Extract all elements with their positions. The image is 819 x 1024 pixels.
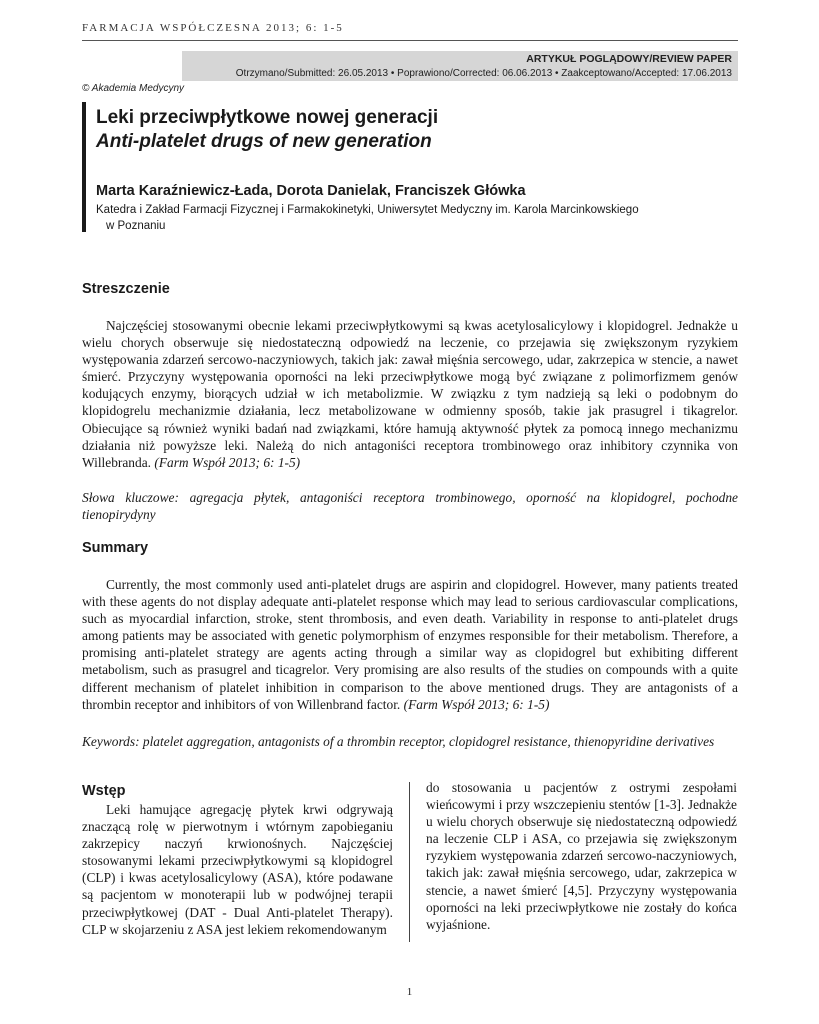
authors: Marta Karaźniewicz-Łada, Dorota Danielak, Franciszek Główka bbox=[96, 183, 526, 199]
intro-column-left bbox=[82, 801, 393, 938]
column-divider bbox=[409, 782, 410, 942]
header-rule bbox=[82, 40, 738, 41]
article-type: ARTYKUŁ POGLĄDOWY/REVIEW PAPER bbox=[526, 53, 732, 65]
publisher: © Akademia Medycyny bbox=[82, 83, 185, 94]
streszczenie-keywords: Słowa kluczowe: agregacja płytek, antagoniści receptora trombinowego, oporność na klopidogrel, pochodne tienopirydyny bbox=[82, 490, 738, 523]
title-block bbox=[82, 102, 742, 232]
summary-keywords: Keywords: platelet aggregation, antagonists of a thrombin receptor, clopidogrel resistance, thienopyridine derivatives bbox=[82, 734, 715, 749]
journal-header: FARMACJA WSPÓŁCZESNA 2013; 6: 1-5 bbox=[82, 22, 344, 34]
affiliation bbox=[96, 202, 742, 234]
title-polish: Leki przeciwpłytkowe nowej generacji bbox=[96, 107, 439, 128]
summary-heading: Summary bbox=[82, 540, 149, 556]
intro-col2-text: do stosowania u pacjentów z ostrymi zespołami wieńcowymi i przy wszczepieniu stentów [1-3]. Jednakże u wielu chorych obserwuje się niedostateczną odpowiedź na leczenie CLP i ASA, co przejawia się zwiększonym ryzykiem występowania zdarzeń sercowo-naczyniowych, takich jak: zawał mięśnia sercowego, udar, zakrzepica w stencie, a nawet śmierć [4,5]. Przyczyny występowania oporności na leki przeciwpłytkowe nie zostały do końca wyjaśnione. bbox=[426, 780, 737, 932]
article-meta-bar bbox=[182, 51, 738, 81]
streszczenie-body: Najczęściej stosowanymi obecnie lekami przeciwpłytkowymi są kwas acetylosalicylowy i klopidogrel. Jednakże u wielu chorych obserwuje się niedostateczną odpowiedź na leczenie, co przejawia się zwiększonym ryzykiem występowania zdarzeń sercowo-naczyniowych, takich jak: zawał mięśnia sercowego, udar, zakrzepica w stencie, a nawet śmierć. Przyczyny występowania oporności na leki przeciwpłytkowe mogą być związane z polimorfizmem genów kodujących enzymy, biorących udział w ich metabolizmie. W związku z tym nadzieją są leki o podobnym do klopidogrelu mechanizmie działania, lecz metabolizowane w odmienny sposób, takie jak prasugrel i tikagrelor. Obiecujące są również wyniki badań nad związkami, które hamują aktywność płytek za pomocą innego mechanizmu działania niż powyższe leki. Należą do nich antagoniści receptora trombinowego oraz inhibitory czynnika von Willebranda. bbox=[82, 318, 738, 470]
page-number: 1 bbox=[406, 986, 413, 998]
title-english: Anti-platelet drugs of new generation bbox=[96, 131, 432, 152]
summary-text bbox=[82, 576, 738, 713]
intro-heading: Wstęp bbox=[82, 783, 126, 799]
intro-col1-body: Leki hamujące agregację płytek krwi odgrywają znaczącą rolę w pierwotnym i wtórnym zapobieganiu zakrzepicy naczyń krwionośnych. Najczęściej stosowanymi lekami przeciwpłytkowymi są klopidogrel (CLP) i kwas acetylosalicylowy (ASA), które podawane są pacjentom w monoterapii lub w podwójnej terapii przeciwpłytkowej (DAT - Dual Anti-platelet Therapy). CLP w skojarzeniu z ASA jest lekiem rekomendowanym bbox=[82, 802, 393, 937]
affiliation-line2: w Poznaniu bbox=[106, 220, 166, 232]
streszczenie-heading: Streszczenie bbox=[82, 281, 170, 297]
intro-col1-text bbox=[82, 801, 393, 938]
affiliation-line1: Katedra i Zakład Farmacji Fizycznej i Farmakokinetyki, Uniwersytet Medyczny im. Karola Marcinkowskiego bbox=[96, 204, 639, 216]
streszczenie-citation: (Farm Współ 2013; 6: 1-5) bbox=[154, 454, 301, 470]
summary-citation: (Farm Współ 2013; 6: 1-5) bbox=[403, 696, 550, 712]
article-dates: Otrzymano/Submitted: 26.05.2013 • Poprawiono/Corrected: 06.06.2013 • Zaakceptowano/Accepted: 17.06.2013 bbox=[235, 68, 732, 79]
intro-column-right bbox=[426, 779, 737, 933]
streszczenie-text bbox=[82, 317, 738, 471]
summary-body: Currently, the most commonly used anti-platelet drugs are aspirin and clopidogrel. However, many patients treated with these agents do not display adequate anti-platelet response which may lead to serious cardiovascular complications, such as myocardial infarction, stroke, stent thrombosis, and even death. Variability in response to anti-platelet drugs among patients may be associated with genetic polymorphism of enzymes responsible for their metabolism. Therefore, a promising anti-platelet strategy are agents acting through a similar way as clopidogrel but exhibiting different metabolism, such as prasugrel and ticagrelor. Very promising are also results of the studies on compounds with a quite different mechanism of platelet inhibition in comparison to the above mentioned drugs. They are antagonists of a thrombin receptor and inhibitors of von Willenbrand factor. bbox=[82, 577, 738, 712]
